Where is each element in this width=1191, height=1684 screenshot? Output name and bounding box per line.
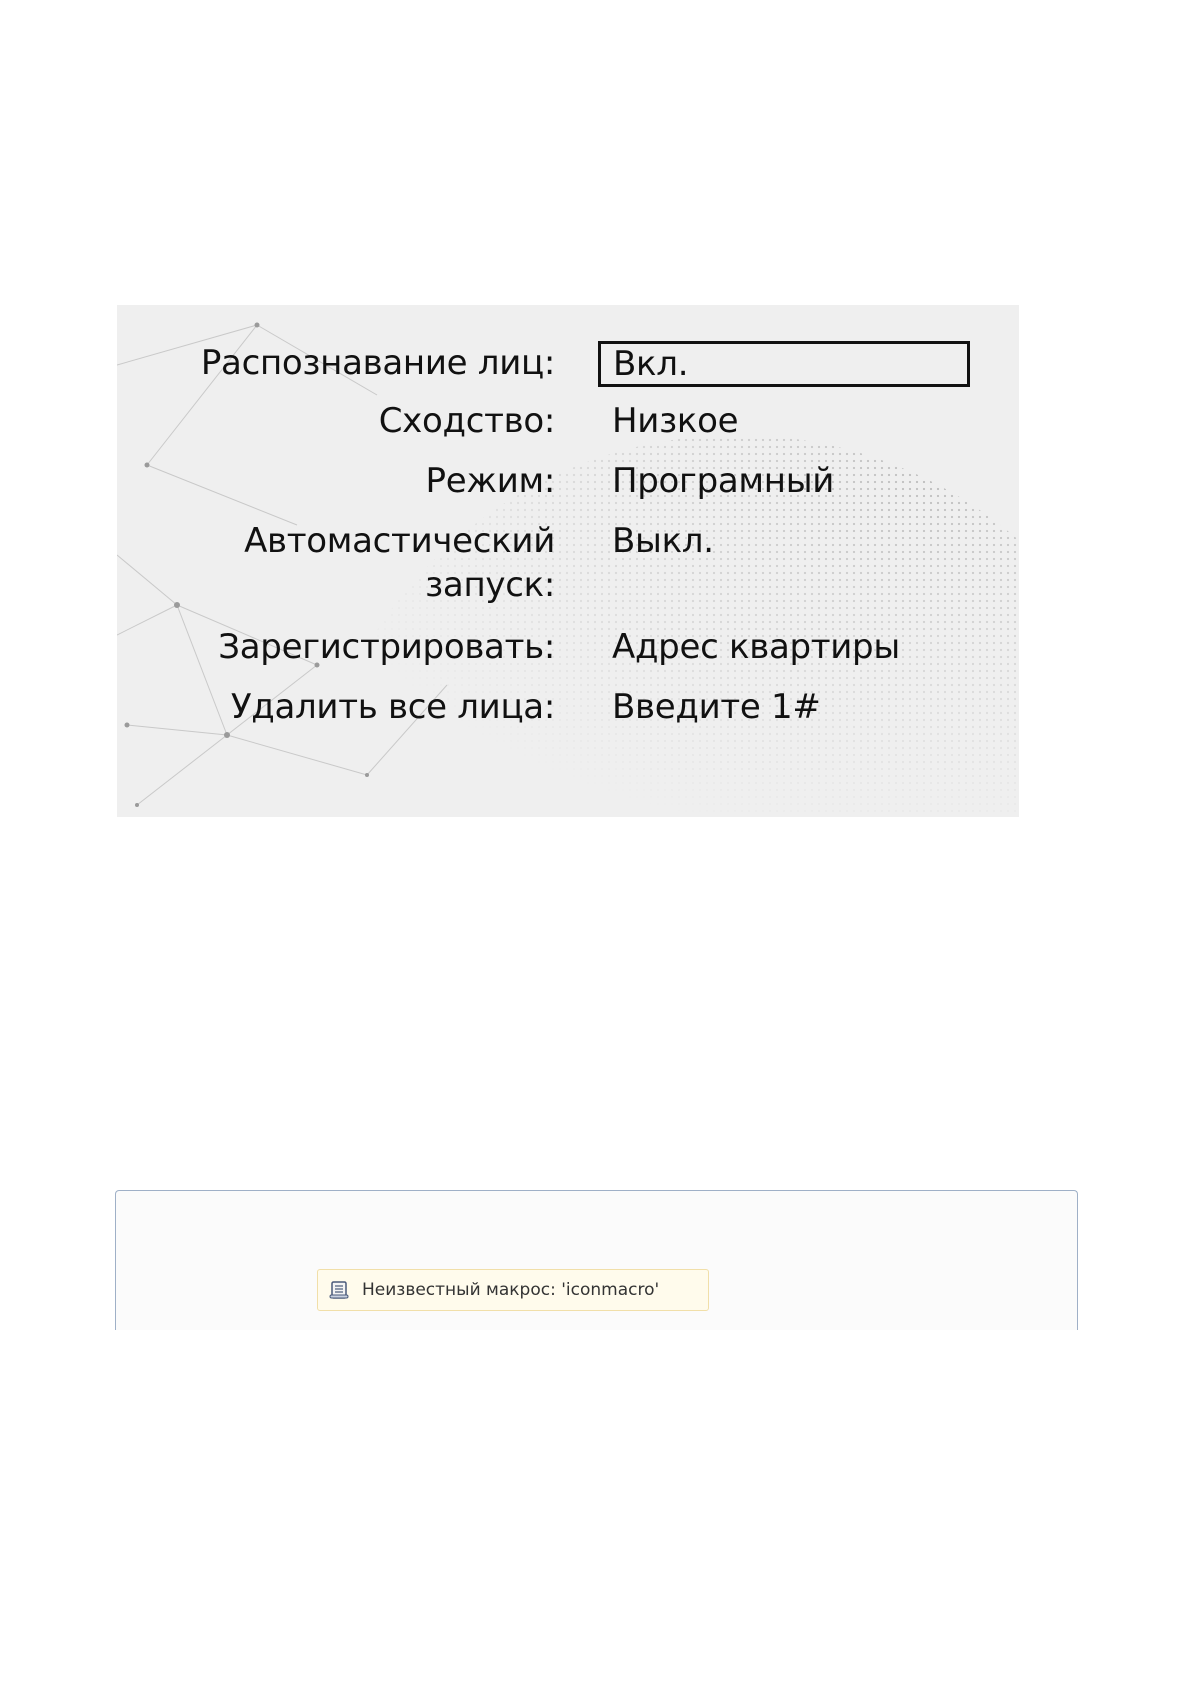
macro-message: Неизвестный макрос: 'iconmacro' [362, 1280, 660, 1300]
macro-scroll-icon [328, 1279, 350, 1301]
menu-value[interactable]: Низкое [612, 401, 739, 441]
menu-label: Удалить все лица: [230, 687, 555, 727]
menu-label: Зарегистрировать: [218, 627, 555, 667]
menu-row-auto-start[interactable] [117, 519, 1019, 619]
menu-value[interactable]: Выкл. [612, 521, 714, 561]
menu-label: Сходство: [378, 401, 555, 441]
menu-value[interactable]: Програмный [612, 461, 835, 501]
menu-row-similarity[interactable] [117, 399, 1019, 455]
device-menu-screenshot [117, 305, 1019, 817]
menu-value[interactable]: Адрес квартиры [612, 627, 900, 667]
menu-row-face-recognition[interactable] [117, 341, 1019, 397]
menu-value-selected[interactable]: Вкл. [598, 341, 970, 387]
unknown-macro-warning [317, 1269, 709, 1311]
menu-row-delete-all-faces[interactable] [117, 685, 1019, 741]
menu-label-line2: запуск: [425, 565, 555, 605]
menu-row-register[interactable] [117, 625, 1019, 681]
menu-label: Режим: [425, 461, 555, 501]
menu-value[interactable]: Введите 1# [612, 687, 821, 727]
menu-label-line1: Автомастический [244, 521, 555, 561]
menu-row-mode[interactable] [117, 459, 1019, 515]
menu-label: Распознавание лиц: [200, 343, 555, 383]
macro-panel [115, 1190, 1078, 1330]
